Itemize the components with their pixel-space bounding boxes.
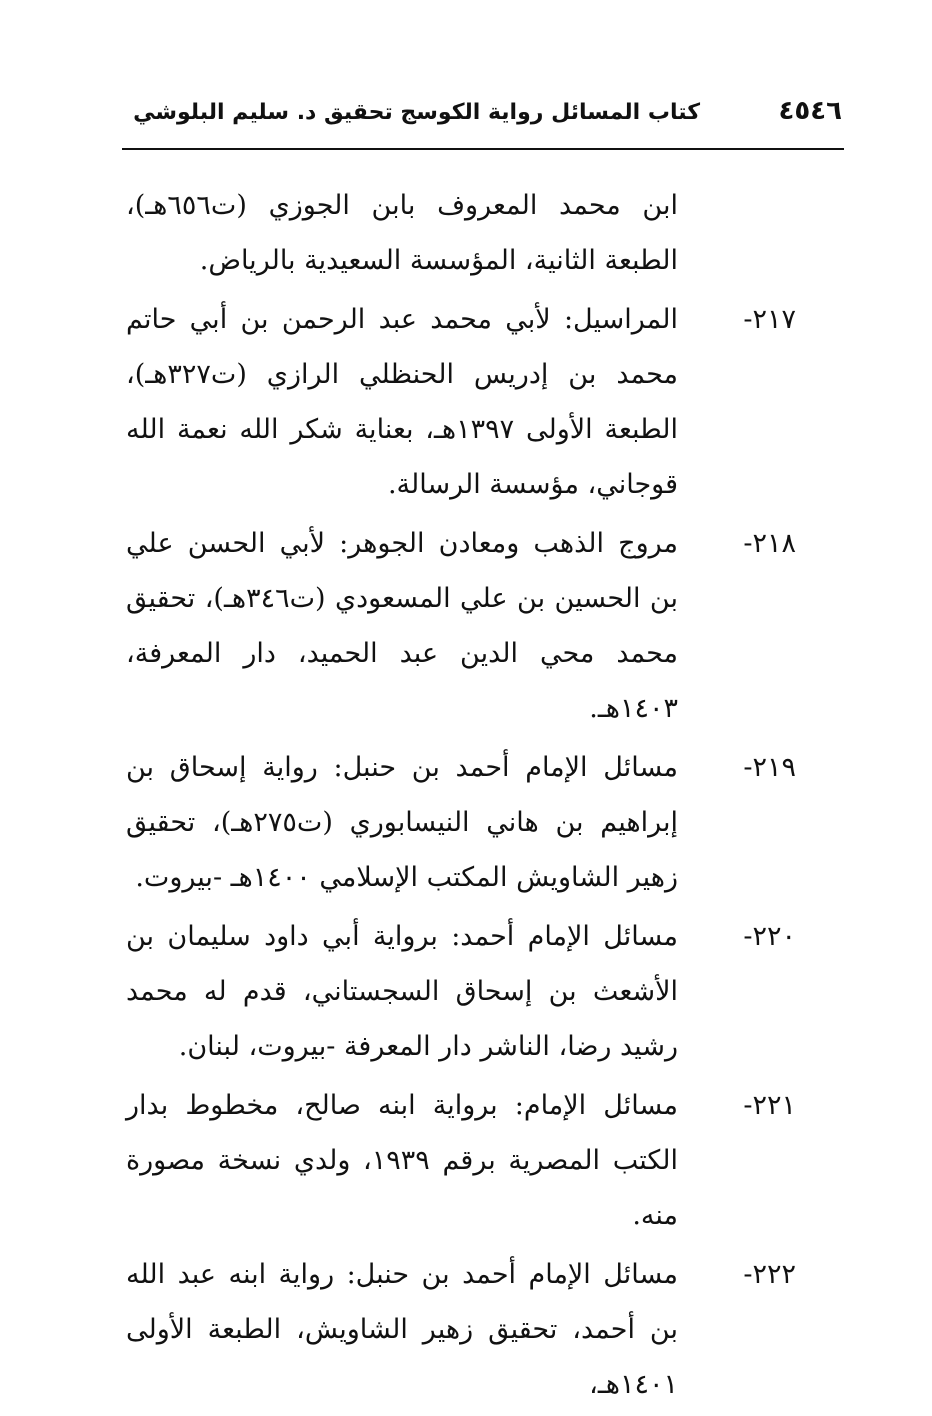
bibliography-entry-218 — [126, 516, 806, 736]
entry-text: مسائل الإمام: برواية ابنه صالح، مخطوط بدار الكتب المصرية برقم ١٩٣٩، ولدي نسخة مصورة منه. — [126, 1090, 678, 1231]
bibliography-entry-220 — [126, 909, 806, 1074]
running-title: كتاب المسائل رواية الكوسج تحقيق د. سليم البلوشي — [133, 100, 700, 125]
entry-number: ٢٢٢- — [743, 1259, 796, 1290]
entry-number: ٢١٨- — [743, 528, 796, 559]
bibliography-entry-222 — [126, 1247, 806, 1412]
bibliography-entry-219 — [126, 740, 806, 905]
entry-number: ٢٢٠- — [743, 921, 796, 952]
page-number: ٤٥٤٦ — [778, 96, 842, 126]
entry-text: مسائل الإمام أحمد: برواية أبي داود سليمان بن الأشعث بن إسحاق السجستاني، قدم له محمد رشيد رضا، الناشر دار المعرفة -بيروت، لبنان. — [126, 921, 678, 1062]
bibliography-entry-221 — [126, 1078, 806, 1243]
entry-text: المراسيل: لأبي محمد عبد الرحمن بن أبي حاتم محمد بن إدريس الحنظلي الرازي (ت٣٢٧هـ)، الطبعة الأولى ١٣٩٧هـ، بعناية شكر الله نعمة الله قوجاني، مؤسسة الرسالة. — [126, 304, 679, 500]
bibliography-list — [126, 178, 806, 1416]
entry-text: مسائل الإمام أحمد بن حنبل: رواية إسحاق بن إبراهيم بن هاني النيسابوري (ت٢٧٥هـ)، تحقيق زهير الشاويش المكتب الإسلامي ١٤٠٠هـ -بيروت. — [126, 752, 679, 893]
entry-number: ٢١٧- — [743, 304, 796, 335]
header-rule — [122, 148, 844, 150]
entry-text: ابن محمد المعروف بابن الجوزي (ت٦٥٦هـ)، الطبعة الثانية، المؤسسة السعيدية بالرياض. — [126, 190, 678, 276]
entry-number: ٢٢١- — [743, 1090, 796, 1121]
bibliography-entry-continuation — [126, 178, 806, 288]
bibliography-entry-217 — [126, 292, 806, 512]
entry-text: مسائل الإمام أحمد بن حنبل: رواية ابنه عبد الله بن أحمد، تحقيق زهير الشاويش، الطبعة الأولى ١٤٠١هـ، — [126, 1259, 678, 1400]
entry-number: ٢١٩- — [743, 752, 796, 783]
page-header — [122, 92, 842, 140]
entry-text: مروج الذهب ومعادن الجوهر: لأبي الحسن علي بن الحسين بن علي المسعودي (ت٣٤٦هـ)، تحقيق محمد محي الدين عبد الحميد، دار المعرفة، ١٤٠٣هـ. — [126, 528, 678, 724]
